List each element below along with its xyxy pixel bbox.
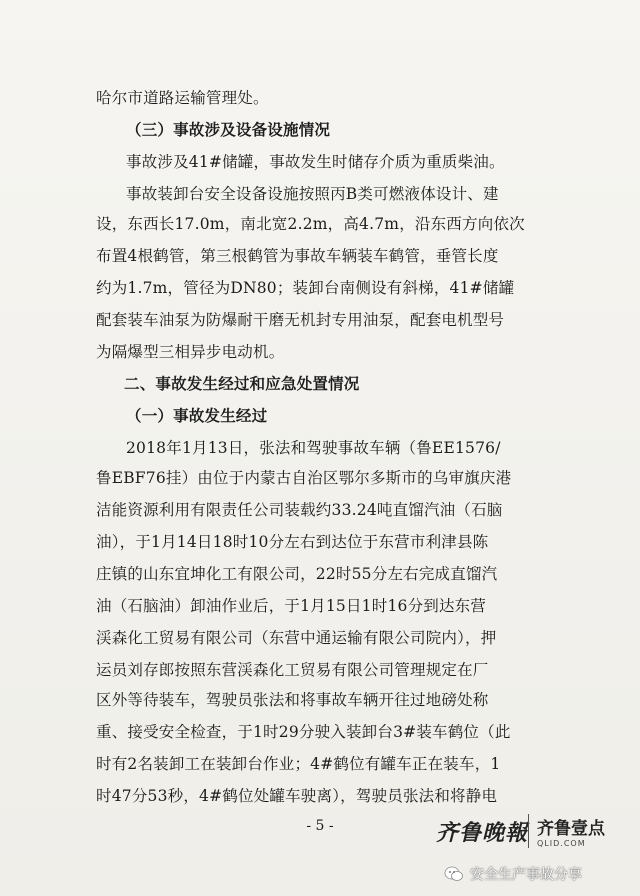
text-line: 时有2名装卸工在装卸台作业；4#鹤位有罐车正在装车，1 <box>96 755 501 773</box>
text-line: 为隔爆型三相异步电动机。 <box>96 343 285 361</box>
text-line: 哈尔市道路运输管理处。 <box>96 89 269 107</box>
chapter-heading: 二、事故发生经过和应急处置情况 <box>124 374 360 393</box>
text-line: 2018年1月13日，张法和驾驶事故车辆（鲁EE1576/ <box>126 439 501 457</box>
wechat-watermark <box>444 862 582 886</box>
page-number: - 5 - <box>306 818 334 834</box>
brand-name: 齐鲁壹点 <box>537 819 605 839</box>
text-line: 鲁EBF76挂）由位于内蒙古自治区鄂尔多斯市的乌审旗庆港 <box>96 469 512 487</box>
text-line: 洁能资源利用有限责任公司装载约33.24吨直馏汽油（石脑 <box>96 501 503 519</box>
text-line: 约为1.7m，管径为DN80；装卸台南侧设有斜梯，41#储罐 <box>96 279 515 297</box>
text-line: 渓森化工贸易有限公司（东营中通运输有限公司院内），押 <box>96 629 497 647</box>
text-line: 布置4根鹤管，第三根鹤管为事故车辆装车鹤管，垂管长度 <box>96 247 499 265</box>
wechat-icon <box>444 864 464 884</box>
brand-logo <box>528 814 605 848</box>
text-line: 庄镇的山东宜坤化工有限公司，22时55分左右完成直馏汽 <box>96 565 498 583</box>
text-line: 区外等待装车，驾驶员张法和将事故车辆开往过地磅处称 <box>96 691 489 709</box>
brand-domain: QLID.COM <box>537 839 586 848</box>
text-line: 事故涉及41#储罐，事故发生时储存介质为重质柴油。 <box>126 153 505 171</box>
wechat-account-name: 安全生产事故分享 <box>470 867 582 883</box>
section-heading: （三）事故涉及设备设施情况 <box>126 120 331 139</box>
text-line: 重、接受安全检查，于1时29分驶入装卸台3#装车鹤位（此 <box>96 723 511 741</box>
newspaper-name: 齐鲁晚報 <box>436 820 529 846</box>
text-line: 事故装卸台安全设备设施按照丙B类可燃液体设计、建 <box>126 185 499 203</box>
text-line: 运员刘存郎按照东营渓森化工贸易有限公司管理规定在厂 <box>96 661 489 679</box>
text-line: 油（石脑油）卸油作业后，于1月15日1时16分到达东营 <box>96 597 487 615</box>
text-line: 设，东西长17.0m，南北宽2.2m，高4.7m，沿东西方向依次 <box>96 215 525 233</box>
newspaper-logo <box>436 814 632 854</box>
text-line: 油），于1月14日18时10分左右到达位于东营市利津县陈 <box>96 533 489 551</box>
section-heading: （一）事故发生经过 <box>126 406 268 425</box>
text-line: 配套装车油泵为防爆耐干磨无机封专用油泵，配套电机型号 <box>96 311 505 329</box>
text-line: 时47分53秒，4#鹤位处罐车驶离），驾驶员张法和将静电 <box>96 787 498 805</box>
